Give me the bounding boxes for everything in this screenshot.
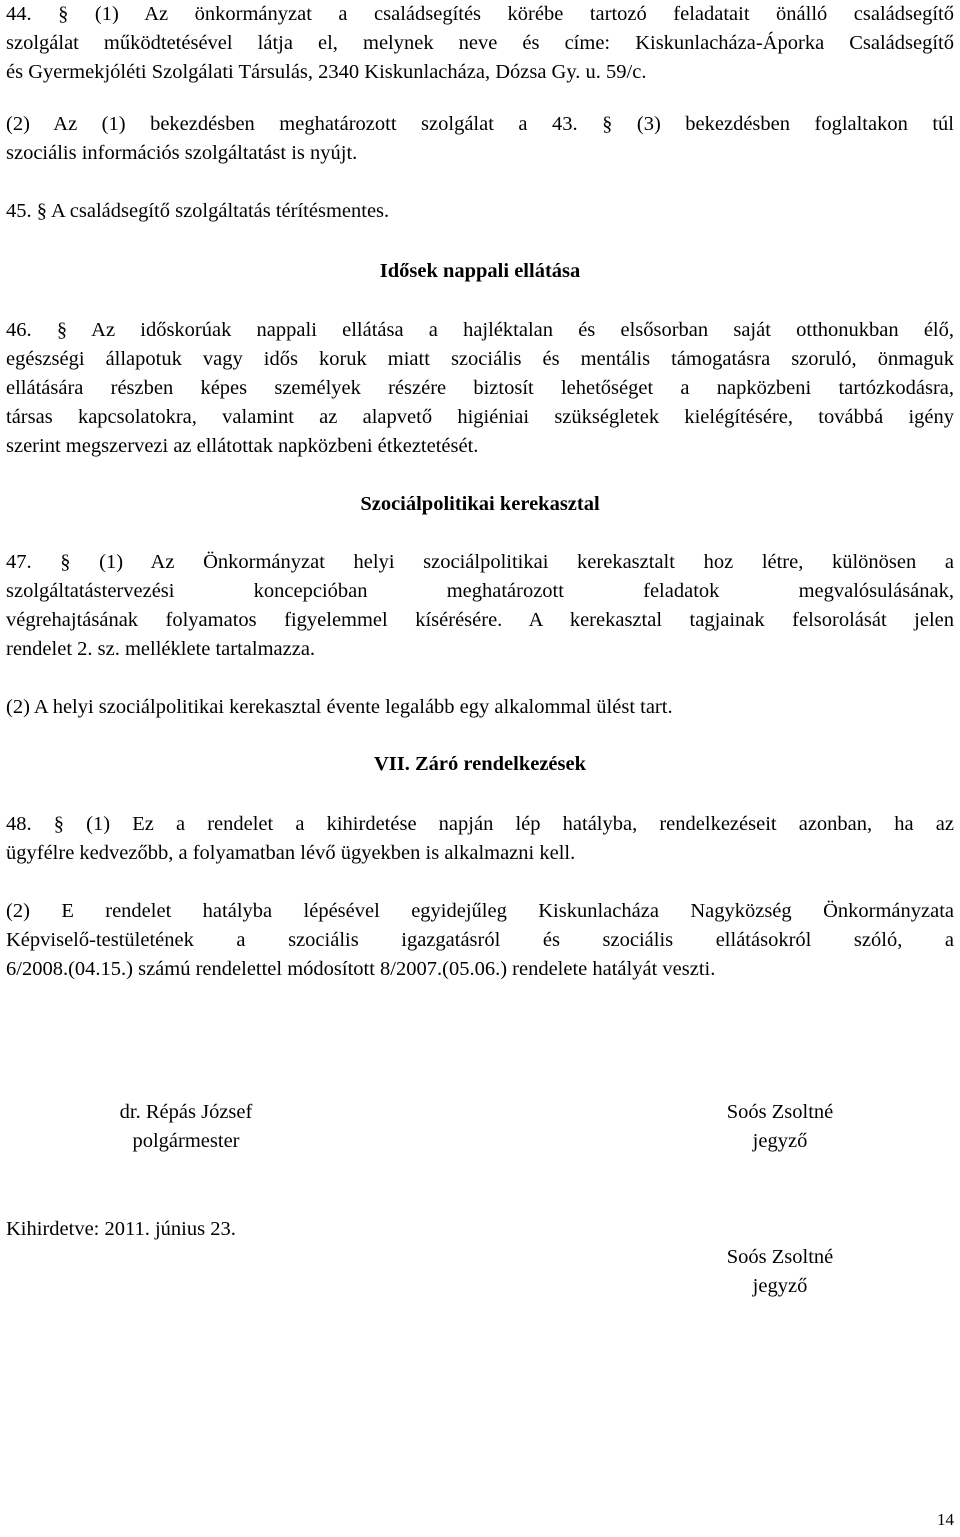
paragraph-48-2 bbox=[6, 897, 954, 984]
signature-name: dr. Répás József bbox=[119, 1101, 253, 1123]
text-line: szolgáltatástervezési koncepcióban meghatározott feladatok megvalósulásának, bbox=[6, 580, 954, 602]
text-line: és Gyermekjóléti Szolgálati Társulás, 2340 Kiskunlacháza, Dózsa Gy. u. 59/c. bbox=[6, 61, 647, 83]
text-line: (2) E rendelet hatályba lépésével egyidejűleg Kiskunlacháza Nagyközség Önkormányzata bbox=[6, 900, 954, 922]
paragraph-48-1 bbox=[6, 810, 954, 868]
signature-notary bbox=[700, 1098, 860, 1156]
signature-name: Soós Zsoltné bbox=[726, 1246, 834, 1268]
paragraph-44-1 bbox=[6, 0, 954, 87]
paragraph-46 bbox=[6, 316, 954, 461]
signature-title: jegyző bbox=[752, 1130, 808, 1152]
signature-title: jegyző bbox=[752, 1275, 808, 1297]
text-line: (2) Az (1) bekezdésben meghatározott szolgálat a 43. § (3) bekezdésben foglaltakon túl bbox=[6, 113, 954, 135]
paragraph-47-2 bbox=[6, 693, 954, 722]
text-line: 6/2008.(04.15.) számú rendelettel módosított 8/2007.(05.06.) rendelete hatályát veszti. bbox=[6, 958, 716, 980]
text-line: ügyfélre kedvezőbb, a folyamatban lévő ügyekben is alkalmazni kell. bbox=[6, 842, 576, 864]
text-line: végrehajtásának folyamatos figyelemmel kísérésére. A kerekasztal tagjainak felsorolását jelen bbox=[6, 609, 954, 631]
text-line: társas kapcsolatokra, valamint az alapvető higiéniai szükségletek kielégítésére, továbbá igény bbox=[6, 406, 954, 428]
section-heading-zaro: VII. Záró rendelkezések bbox=[373, 753, 586, 775]
text-line: szociális információs szolgáltatást is nyújt. bbox=[6, 142, 358, 164]
paragraph-45 bbox=[6, 197, 954, 226]
text-line: ellátására részben képes személyek részére biztosít lehetőséget a napközbeni tartózkodásra, bbox=[6, 377, 954, 399]
text-line: 45. § A családsegítő szolgáltatás térítésmentes. bbox=[6, 200, 390, 222]
text-line: rendelet 2. sz. melléklete tartalmazza. bbox=[6, 638, 316, 660]
paragraph-47-1 bbox=[6, 548, 954, 664]
signature-name: Soós Zsoltné bbox=[726, 1101, 834, 1123]
text-line: szerint megszervezi az ellátottak napközbeni étkeztetését. bbox=[6, 435, 479, 457]
text-line: Képviselő-testületének a szociális igazgatásról és szociális ellátásokról szóló, a bbox=[6, 929, 954, 951]
page-number: 14 bbox=[937, 1510, 954, 1529]
text-line: 46. § Az időskorúak nappali ellátása a hajléktalan és elsősorban saját otthonukban élő, bbox=[6, 319, 954, 341]
section-heading-idosek: Idősek nappali ellátása bbox=[379, 260, 581, 282]
signature-title: polgármester bbox=[132, 1130, 240, 1152]
announcement-date: Kihirdetve: 2011. június 23. bbox=[6, 1218, 236, 1240]
text-line: egészségi állapotuk vagy idős koruk miatt szociális és mentális támogatásra szoruló, önmaguk bbox=[6, 348, 954, 370]
signature-mayor bbox=[96, 1098, 276, 1156]
text-line: 44. § (1) Az önkormányzat a családsegítés körébe tartozó feladatait önálló családsegítő bbox=[6, 3, 954, 25]
text-line: szolgálat működtetésével látja el, melynek neve és címe: Kiskunlacháza-Áporka Családsegítő bbox=[6, 32, 954, 54]
text-line: 47. § (1) Az Önkormányzat helyi szociálpolitikai kerekasztalt hoz létre, különösen a bbox=[6, 551, 954, 573]
section-heading-kerekasztal: Szociálpolitikai kerekasztal bbox=[360, 493, 600, 515]
text-line: 48. § (1) Ez a rendelet a kihirdetése napján lép hatályba, rendelkezéseit azonban, ha az bbox=[6, 813, 954, 835]
signature-notary-announcement bbox=[700, 1243, 860, 1301]
text-line: (2) A helyi szociálpolitikai kerekasztal évente legalább egy alkalommal ülést tart. bbox=[6, 696, 673, 718]
paragraph-44-2 bbox=[6, 110, 954, 168]
